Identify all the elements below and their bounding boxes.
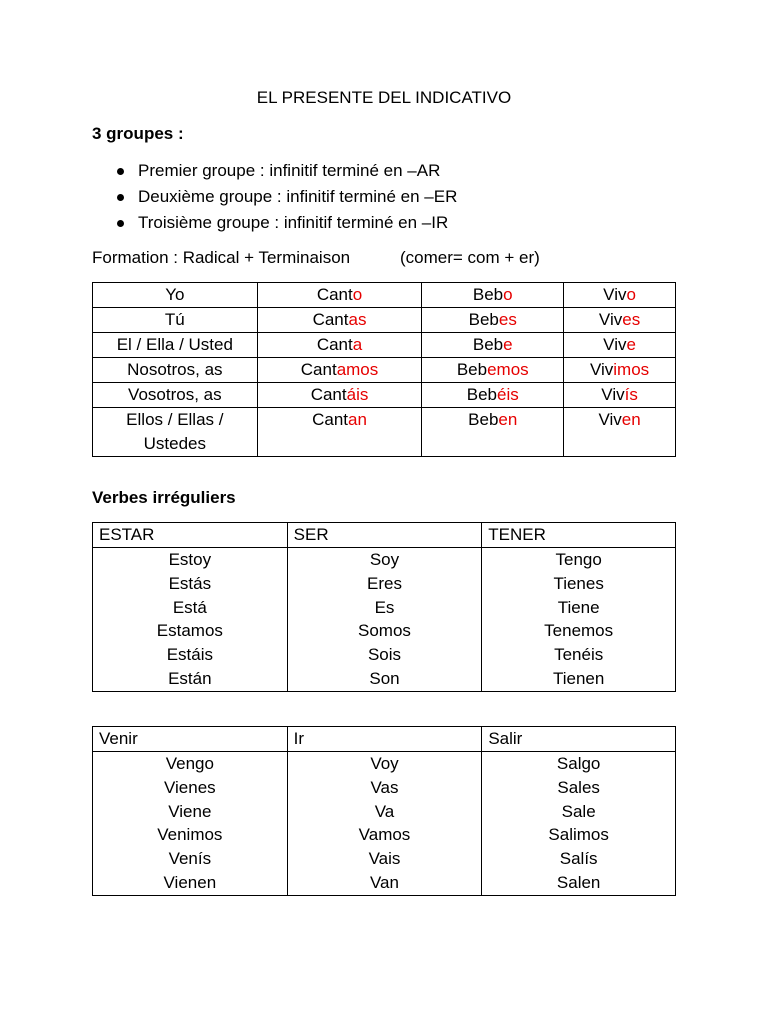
verb-ending: o [503,285,513,304]
verb-ending: en [621,410,641,429]
irregular-table [92,522,676,692]
verb-ending: imos [613,360,650,379]
verb-form: Está [172,597,207,617]
verb-form: Estáis [166,645,213,665]
verb-infinitive: SER [287,523,482,548]
verb-form: Eres [367,573,402,593]
er-verb-cell [422,408,564,457]
verb-form: Tenéis [554,645,604,665]
verb-form: Vengo [165,754,214,773]
formation-rule: Formation : Radical + Terminaison [92,248,351,267]
pronoun-cell: Ellos / Ellas / Ustedes [93,408,258,457]
verb-ending: en [498,410,518,429]
er-verb-cell [422,358,564,383]
group-text: Deuxième groupe : infinitif terminé en –ER [138,187,458,206]
verb-form: Sale [561,801,596,821]
ar-verb-cell [257,383,422,408]
verb-form: Tienen [552,668,605,688]
verb-stem: Beb [466,385,497,404]
verb-form: Venís [168,849,212,869]
verb-form: Sois [367,645,402,665]
verb-stem: Viv [601,385,625,404]
ar-verb-cell [257,283,422,308]
conjugation-table [92,282,676,457]
verb-forms-cell [482,752,676,896]
verb-form: Es [374,597,395,617]
groups-heading: 3 groupes : [92,124,184,143]
verb-form: Somos [358,621,411,641]
verb-ending: ís [624,385,638,404]
ar-verb-cell [257,308,422,333]
verb-form: Sales [557,777,600,797]
pronoun-cell: El / Ella / Usted [93,333,258,358]
verb-stem: Viv [598,310,623,329]
list-item [92,158,457,184]
table-row [93,752,676,896]
verb-form: Estoy [168,550,212,569]
verb-ending: amos [336,360,379,379]
irregular-table [92,726,676,896]
verb-stem: Cant [312,310,349,329]
groups-list [92,158,457,236]
verb-stem: Beb [456,360,488,379]
ar-verb-cell [257,358,422,383]
bullet-icon [117,168,124,175]
verb-form: Vamos [358,825,411,845]
verb-form: Salgo [556,754,601,773]
table-row [93,548,676,692]
verb-form: Tienes [553,573,604,593]
verb-forms-cell [93,548,288,692]
verb-ending: o [626,285,636,304]
pronoun-cell: Yo [93,283,258,308]
verb-forms-cell [482,548,676,692]
verb-ending: es [622,310,641,329]
verb-stem: Viv [598,410,622,429]
pronoun-cell: Vosotros, as [93,383,258,408]
verb-ending: o [352,285,363,304]
verb-form: Tengo [555,550,602,569]
verb-infinitive: Venir [93,727,288,752]
ir-verb-cell [564,308,676,333]
verb-stem: Cant [312,410,349,429]
pronoun-cell: Nosotros, as [93,358,258,383]
table-row [93,383,676,408]
verb-form: Estamos [156,621,223,641]
verb-form: Son [369,668,400,688]
ir-verb-cell [564,383,676,408]
verb-stem: Beb [468,410,499,429]
er-verb-cell [422,383,564,408]
verb-form: Viene [168,801,212,821]
verb-stem: Cant [316,285,353,304]
verb-form: Tenemos [544,621,614,641]
verb-ending: éis [497,385,519,404]
table-row [93,358,676,383]
verb-form: Están [168,668,212,688]
verb-form: Tiene [557,597,600,617]
list-item [92,210,457,236]
table-row [93,283,676,308]
table-header-row [93,523,676,548]
verb-ending: a [352,335,363,354]
bullet-icon [117,194,124,201]
group-text: Premier groupe : infinitif terminé en –AR [138,161,441,180]
table-row [93,333,676,358]
verb-ending: áis [346,385,369,404]
ir-verb-cell [564,333,676,358]
ar-verb-cell [257,333,422,358]
verb-form: Va [374,801,395,821]
ar-verb-cell [257,408,422,457]
verb-infinitive: TENER [482,523,676,548]
verb-form: Salís [559,849,598,869]
verb-ending: e [626,335,636,354]
verb-ending: es [498,310,517,329]
verb-form: Venimos [157,825,223,845]
verb-stem: Cant [316,335,353,354]
verb-stem: Beb [472,285,504,304]
ir-verb-cell [564,408,676,457]
verb-infinitive: Salir [482,727,676,752]
er-verb-cell [422,283,564,308]
verb-ending: an [348,410,367,429]
table-row [93,308,676,333]
group-text: Troisième groupe : infinitif terminé en –IR [138,213,449,232]
verb-form: Vienen [163,872,217,892]
verb-form: Estás [168,573,212,593]
ir-verb-cell [564,283,676,308]
verb-form: Soy [369,550,400,569]
formation-example: (comer= com + er) [400,248,540,267]
verb-forms-cell [93,752,288,896]
verb-stem: Beb [472,335,504,354]
irregular-heading: Verbes irréguliers [92,488,236,507]
verb-form: Van [369,872,399,892]
verb-form: Salimos [548,825,609,845]
verb-ending: as [348,310,367,329]
verb-stem: Cant [310,385,347,404]
verb-ending: e [503,335,513,354]
ir-verb-cell [564,358,676,383]
verb-infinitive: ESTAR [93,523,288,548]
verb-form: Voy [370,754,399,773]
verb-form: Vienes [163,777,216,797]
verb-stem: Viv [589,360,614,379]
verb-forms-cell [287,548,482,692]
table-row [93,408,676,457]
verb-infinitive: Ir [287,727,482,752]
verb-ending: emos [487,360,529,379]
verb-stem: Viv [603,285,627,304]
pronoun-cell: Tú [93,308,258,333]
verb-stem: Viv [603,335,627,354]
page-title: EL PRESENTE DEL INDICATIVO [256,88,512,107]
verb-stem: Cant [300,360,337,379]
er-verb-cell [422,333,564,358]
bullet-icon [117,220,124,227]
verb-form: Vais [368,849,401,869]
verb-stem: Beb [468,310,499,329]
verb-form: Salen [556,872,601,892]
table-header-row [93,727,676,752]
verb-forms-cell [287,752,482,896]
er-verb-cell [422,308,564,333]
list-item [92,184,457,210]
verb-form: Vas [370,777,399,797]
